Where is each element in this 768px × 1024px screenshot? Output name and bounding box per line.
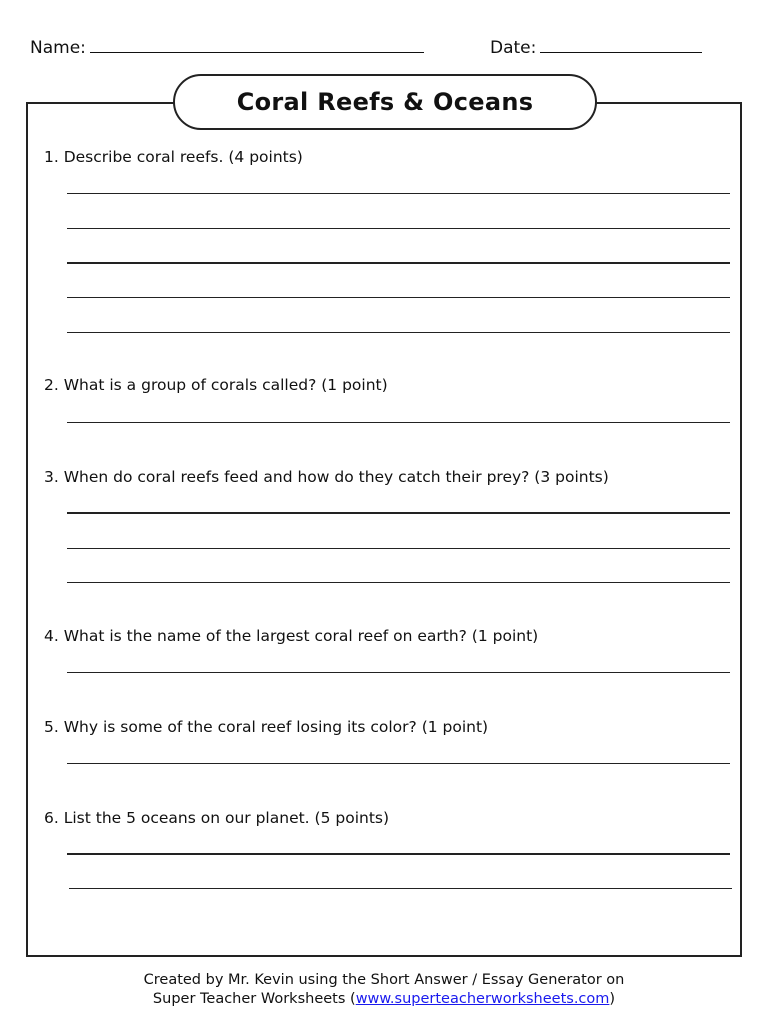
date-field[interactable] — [490, 38, 702, 58]
date-blank-line[interactable] — [540, 38, 702, 53]
footer-suffix: ) — [609, 991, 616, 1007]
answer-line[interactable] — [67, 228, 730, 229]
answer-line[interactable] — [67, 422, 730, 423]
answer-line[interactable] — [67, 512, 730, 514]
answer-line[interactable] — [67, 193, 730, 194]
answer-line[interactable] — [67, 672, 730, 673]
question-3: 3. When do coral reefs feed and how do they catch their prey? (3 points) — [44, 468, 609, 486]
question-2: 2. What is a group of corals called? (1 point) — [44, 376, 388, 394]
answer-line[interactable] — [67, 582, 730, 583]
footer-line-2 — [0, 990, 768, 1009]
footer-prefix: Super Teacher Worksheets ( — [152, 991, 356, 1007]
footer-credit — [0, 971, 768, 1009]
name-field[interactable] — [30, 38, 424, 58]
answer-line[interactable] — [67, 332, 730, 333]
worksheet-frame — [26, 102, 742, 957]
date-label: Date: — [490, 38, 537, 58]
question-6: 6. List the 5 oceans on our planet. (5 points) — [44, 809, 390, 827]
question-4: 4. What is the name of the largest coral reef on earth? (1 point) — [44, 627, 539, 645]
answer-line[interactable] — [67, 262, 730, 264]
footer-line-1: Created by Mr. Kevin using the Short Answer / Essay Generator on — [143, 972, 625, 988]
answer-line[interactable] — [67, 763, 730, 764]
question-5: 5. Why is some of the coral reef losing its color? (1 point) — [44, 718, 489, 736]
answer-line[interactable] — [69, 888, 732, 889]
name-blank-line[interactable] — [90, 38, 424, 53]
answer-line[interactable] — [67, 853, 730, 855]
answer-line[interactable] — [67, 297, 730, 298]
website-link[interactable]: www.superteacherworksheets.com — [355, 991, 610, 1007]
worksheet-title: Coral Reefs & Oceans — [173, 74, 597, 130]
question-1: 1. Describe coral reefs. (4 points) — [44, 148, 303, 166]
name-label: Name: — [30, 38, 86, 58]
answer-line[interactable] — [67, 548, 730, 549]
